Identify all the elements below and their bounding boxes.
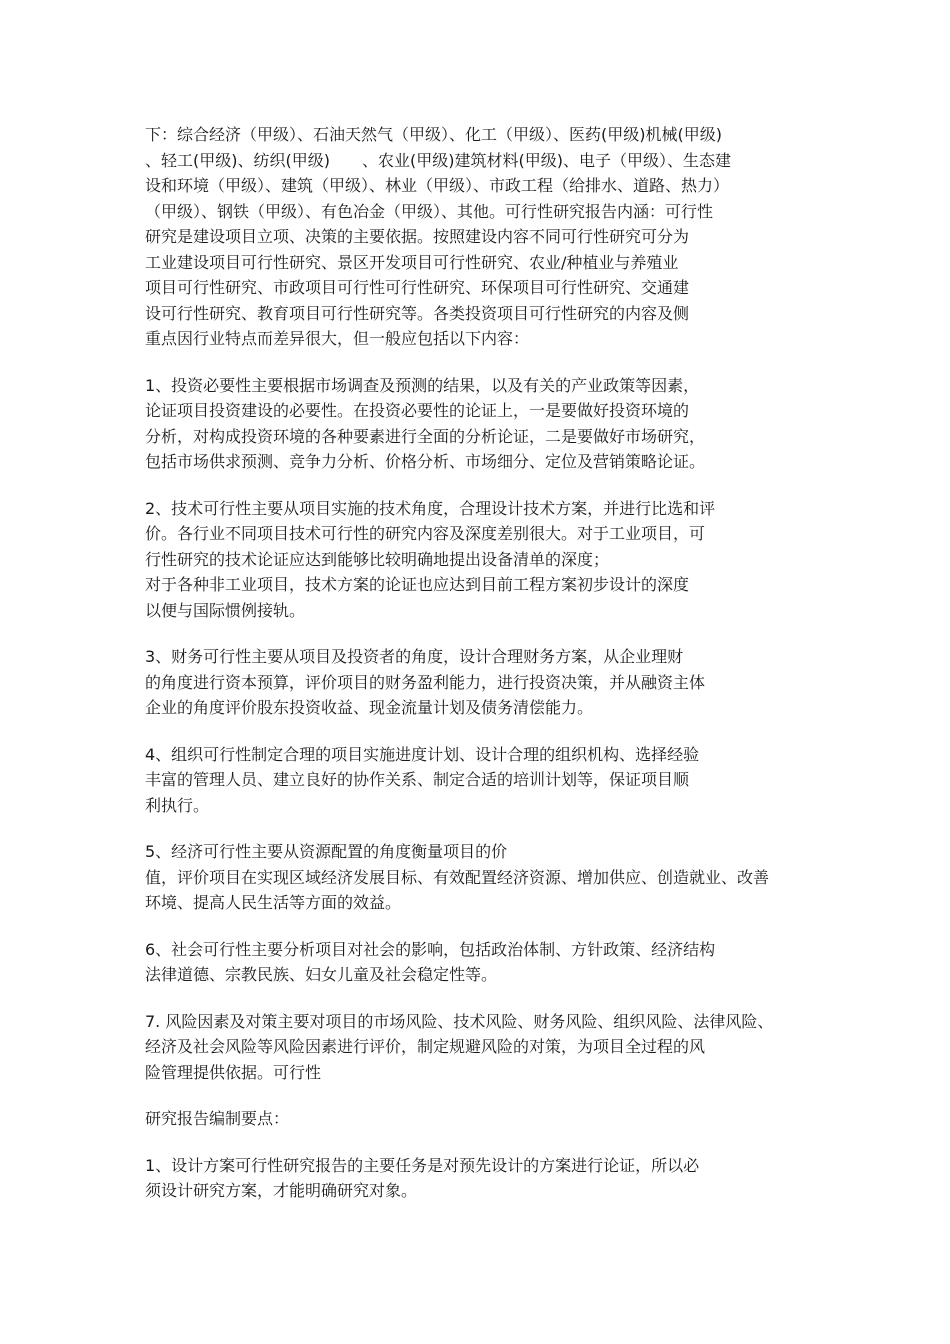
text-line: 价。各行业不同项目技术可行性的研究内容及深度差别很大。对于工业项目，可	[145, 524, 706, 543]
text-line: 的角度进行资本预算，评价项目的财务盈利能力，进行投资决策，并从融资主体	[145, 672, 706, 692]
text-line: 须设计研究方案，才能明确研究对象。	[145, 1181, 418, 1200]
text-line: 企业的角度评价股东投资收益、现金流量计划及债务清偿能力。	[145, 698, 594, 717]
text-line: 以便与国际惯例接轨。	[145, 600, 306, 620]
text-line: 包括市场供求预测、竞争力分析、价格分析、市场细分、定位及营销策略论证。	[145, 452, 706, 471]
paragraph-technical-feasibility	[145, 496, 809, 624]
text-line: 值，评价项目在实现区域经济发展目标、有效配置经济资源、增加供应、创造就业、改善	[145, 867, 770, 887]
text-line: 1、设计方案可行性研究报告的主要任务是对预先设计的方案进行论证，所以必	[145, 1155, 700, 1175]
paragraph-social-feasibility	[145, 937, 809, 988]
paragraph-key-points-heading	[145, 1106, 809, 1132]
text-line: 对于各种非工业项目，技术方案的论证也应达到目前工程方案初步设计的深度	[145, 575, 690, 594]
text-line: 环境、提高人民生活等方面的效益。	[145, 893, 402, 912]
text-line: 2、技术可行性主要从项目实施的技术角度，合理设计技术方案，并进行比选和评	[145, 498, 716, 518]
paragraph-organizational-feasibility	[145, 742, 809, 819]
text-line: 研究报告编制要点：	[145, 1109, 290, 1128]
text-line: 工业建设项目可行性研究、景区开发项目可行性研究、农业/种植业与养殖业	[145, 252, 679, 272]
text-line: 丰富的管理人员、建立良好的协作关系、制定合适的培训计划等，保证项目顺	[145, 770, 690, 789]
paragraph-investment-necessity	[145, 373, 809, 475]
text-line: 5、经济可行性主要从资源配置的角度衡量项目的价	[145, 842, 508, 861]
text-line: 下：综合经济（甲级）、石油天然气（甲级）、化工（甲级）、医药(甲级)机械(甲级)	[145, 125, 722, 144]
text-line: 4、组织可行性制定合理的项目实施进度计划、设计合理的组织机构、选择经验	[145, 744, 700, 764]
paragraph-intro	[145, 122, 809, 352]
paragraph-economic-feasibility	[145, 839, 809, 916]
text-line: 研究是建设项目立项、决策的主要依据。按照建设内容不同可行性研究可分为	[145, 227, 690, 246]
text-line: 1、投资必要性主要根据市场调查及预测的结果，以及有关的产业政策等因素，	[145, 375, 700, 395]
text-line: 利执行。	[145, 795, 210, 815]
text-line: 设可行性研究、教育项目可行性研究等。各类投资项目可行性研究的内容及侧	[145, 303, 690, 323]
text-line: 法律道德、宗教民族、妇女儿童及社会稳定性等。	[145, 965, 498, 984]
text-line: 设和环境（甲级）、建筑（甲级）、林业（甲级）、市政工程（给排水、道路、热力）	[145, 176, 730, 195]
text-line: 项目可行性研究、市政项目可行性可行性研究、环保项目可行性研究、交通建	[145, 278, 690, 297]
paragraph-financial-feasibility	[145, 644, 809, 721]
paragraph-risk-factors	[145, 1009, 809, 1086]
paragraph-design-plan	[145, 1153, 809, 1204]
text-line: 、轻工(甲级)、纺织(甲级) 、农业(甲级)建筑材料(甲级)、电子（甲级）、生态建	[145, 150, 731, 170]
text-line: 7. 风险因素及对策主要对项目的市场风险、技术风险、财务风险、组织风险、法律风险、	[145, 1011, 774, 1031]
text-line: 分析，对构成投资环境的各种要素进行全面的分析论证，二是要做好市场研究，	[145, 426, 706, 446]
text-line: （甲级）、钢铁（甲级）、有色冶金（甲级）、其他。可行性研究报告内涵：可行性	[145, 201, 714, 221]
document-body	[145, 122, 809, 1225]
text-line: 3、财务可行性主要从项目及投资者的角度，设计合理财务方案，从企业理财	[145, 647, 684, 666]
text-line: 险管理提供依据。可行性	[145, 1062, 322, 1082]
text-line: 行性研究的技术论证应达到能够比较明确地提出设备清单的深度；	[145, 549, 610, 569]
text-line: 经济及社会风险等风险因素进行评价，制定规避风险的对策，为项目全过程的风	[145, 1037, 706, 1056]
text-line: 6、社会可行性主要分析项目对社会的影响，包括政治体制、方针政策、经济结构	[145, 939, 716, 959]
text-line: 论证项目投资建设的必要性。在投资必要性的论证上，一是要做好投资环境的	[145, 401, 690, 420]
text-line: 重点因行业特点而差异很大，但一般应包括以下内容：	[145, 329, 530, 348]
